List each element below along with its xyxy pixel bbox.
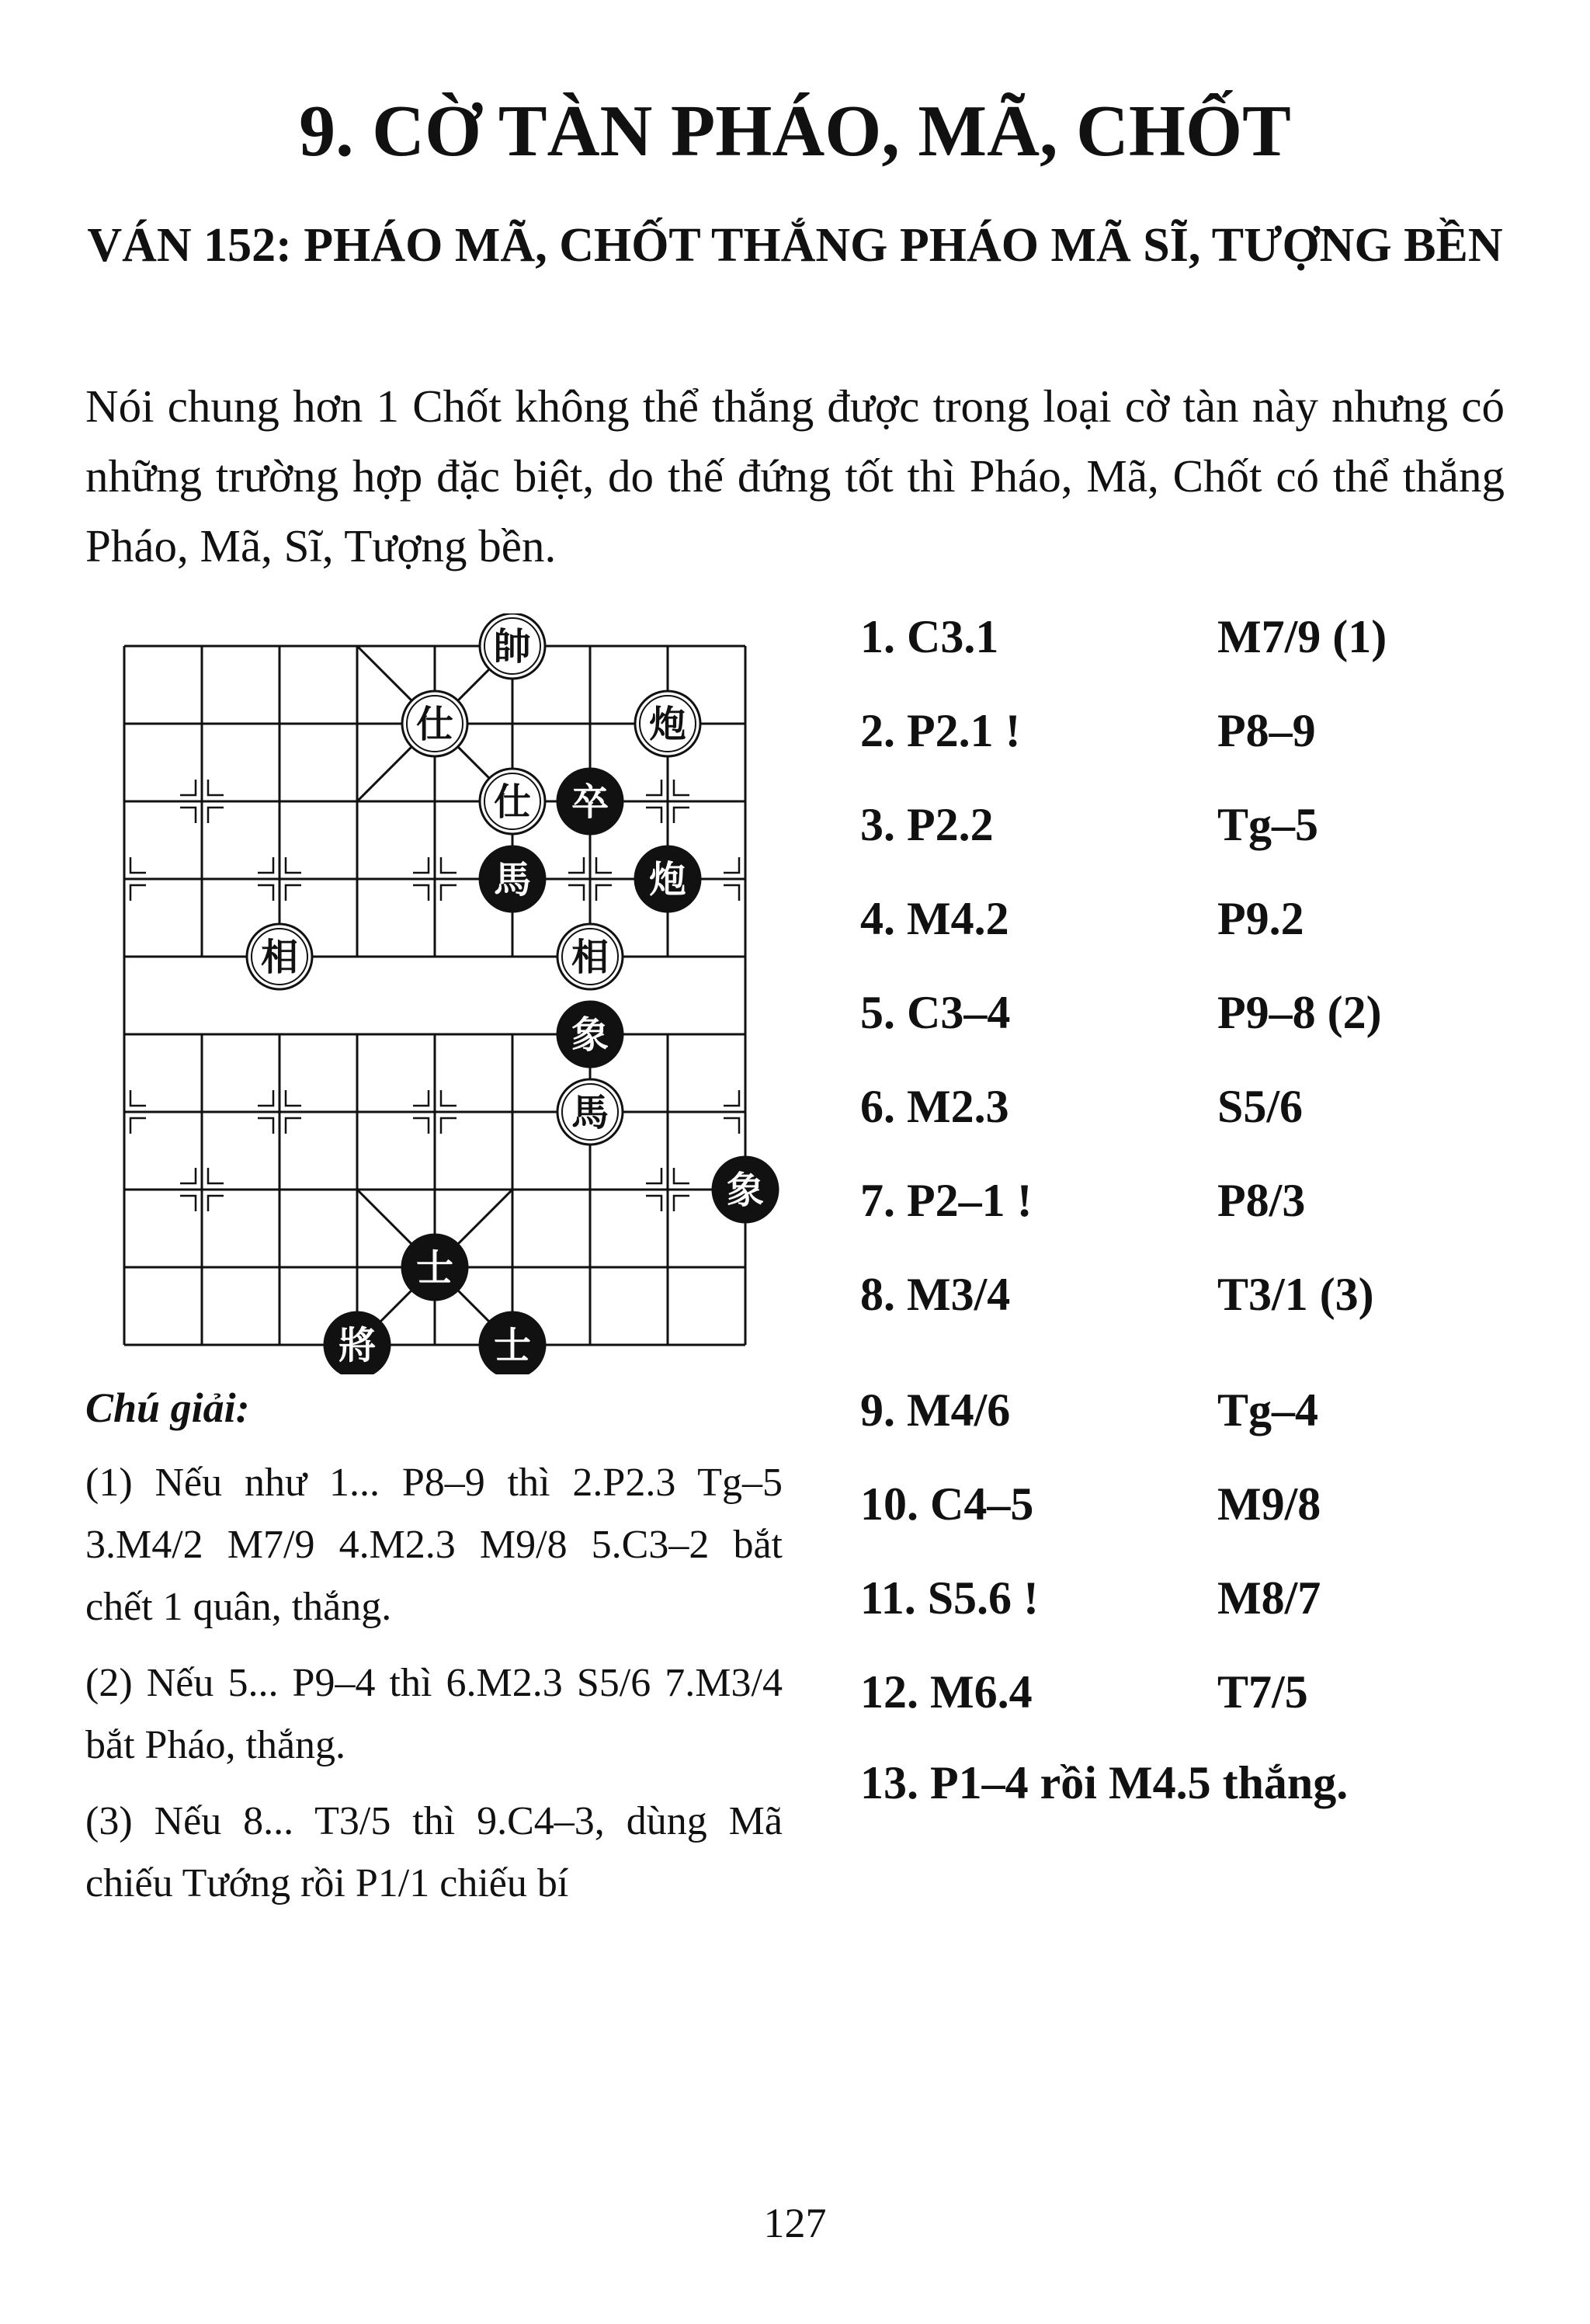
black-move: Tg–4 [1217,1384,1319,1436]
red-elephant-1-glyph: 相 [260,936,299,979]
position-marker [646,1168,661,1183]
move-row [860,1379,1512,1441]
move-row [860,888,1512,950]
white-move: 5. C3–4 [860,987,1011,1038]
black-cannon-glyph: 炮 [648,858,687,901]
section-title: VÁN 152: PHÁO MÃ, CHỐT THẮNG PHÁO MÃ SĨ, TƯỢNG BỀN [87,219,1503,272]
move-row [860,1169,1512,1231]
black-move: Tg–5 [1217,799,1319,850]
position-marker [208,1168,224,1183]
final-move: 13. P1–4 rồi M4.5 thắng. [860,1757,1349,1808]
position-marker [646,808,661,823]
white-move: 4. M4.2 [860,893,1009,944]
position-marker [208,808,224,823]
red-advisor-2-glyph: 仕 [493,780,532,824]
board-diagram [101,613,815,1374]
move-row [860,1075,1512,1138]
page-number: 127 [763,2200,827,2246]
position-marker [208,780,224,795]
position-marker [258,857,273,873]
white-move: 11. S5.6 ! [860,1572,1040,1624]
position-marker [180,780,196,795]
move-row [860,1567,1512,1629]
black-move: P9.2 [1217,893,1304,944]
move-row [860,981,1512,1044]
white-move: 1. C3.1 [860,611,999,662]
move-row [860,700,1512,762]
move-row [860,1473,1512,1535]
black-move: P8–9 [1217,705,1316,756]
position-marker [258,885,273,901]
white-move: 3. P2.2 [860,799,994,850]
white-move: 8. M3/4 [860,1269,1011,1320]
position-marker [674,780,689,795]
red-elephant-2-glyph: 相 [571,936,609,979]
white-move: 12. M6.4 [860,1666,1033,1718]
position-marker [674,1196,689,1211]
black-move: M7/9 (1) [1217,611,1387,662]
notes-title: Chú giải: [85,1384,250,1431]
position-marker [441,885,457,901]
position-marker [724,885,739,901]
position-marker [568,885,584,901]
chapter-title: 9. CỜ TÀN PHÁO, MÃ, CHỐT [299,91,1291,172]
position-marker [413,1118,429,1134]
position-marker [130,1090,146,1106]
white-move: 2. P2.1 ! [860,705,1021,756]
position-marker [130,1118,146,1134]
white-move: 6. M2.3 [860,1081,1009,1132]
position-marker [724,1118,739,1134]
position-marker [413,857,429,873]
position-marker [646,780,661,795]
position-marker [674,1168,689,1183]
position-marker [286,1090,301,1106]
move-row [860,794,1512,856]
position-marker [286,1118,301,1134]
black-horse-glyph: 馬 [493,858,532,901]
black-move: T7/5 [1217,1666,1308,1718]
position-marker [568,857,584,873]
black-move: P8/3 [1217,1175,1306,1226]
black-elephant-1-glyph: 象 [571,1013,609,1057]
move-row [860,1263,1512,1325]
red-horse-glyph: 馬 [571,1091,609,1134]
position-marker [724,857,739,873]
position-marker [130,885,146,901]
intro-paragraph: Nói chung hơn 1 Chốt không thể thắng được trong loại cờ tàn này nhưng có những trường hợp đặc biệt, do thế đứng tốt thì Pháo, Mã, Chốt có thể thắng Pháo, Mã, Sĩ, Tượng bền. [85,380,1505,571]
black-move: S5/6 [1217,1081,1304,1132]
position-marker [286,885,301,901]
position-marker [180,808,196,823]
position-marker [596,885,612,901]
position-marker [441,857,457,873]
move-row [860,1661,1512,1723]
position-marker [208,1196,224,1211]
position-marker [724,1090,739,1106]
position-marker [441,1118,457,1134]
position-marker [441,1090,457,1106]
white-move: 7. P2–1 ! [860,1175,1033,1226]
notes [85,1452,783,1929]
white-move: 10. C4–5 [860,1478,1034,1530]
black-move: M8/7 [1217,1572,1321,1624]
xiangqi-board [101,613,815,1374]
black-move: M9/8 [1217,1478,1321,1530]
position-marker [180,1196,196,1211]
black-advisor-2-glyph: 士 [493,1324,532,1367]
position-marker [130,857,146,873]
position-marker [286,857,301,873]
position-marker [258,1118,273,1134]
black-move: T3/1 (3) [1217,1269,1374,1320]
red-advisor-1-glyph: 仕 [415,703,454,746]
position-marker [413,1090,429,1106]
move-row [860,606,1512,668]
black-move: P9–8 (2) [1217,987,1382,1038]
position-marker [413,885,429,901]
black-elephant-2-glyph: 象 [726,1169,765,1212]
position-marker [646,1196,661,1211]
red-general-glyph: 帥 [493,625,532,669]
red-cannon-glyph: 炮 [648,703,687,746]
position-marker [258,1090,273,1106]
position-marker [674,808,689,823]
black-advisor-1-glyph: 士 [415,1246,454,1290]
position-marker [596,857,612,873]
position-marker [180,1168,196,1183]
black-soldier-glyph: 卒 [571,780,609,824]
note-1: (1) Nếu như 1... P8–9 thì 2.P2.3 Tg–5 3.M4/2 M7/9 4.M2.3 M9/8 5.C3–2 bắt chết 1 quân, thắng. [85,1461,783,1629]
note-2: (2) Nếu 5... P9–4 thì 6.M2.3 S5/6 7.M3/4 bắt Pháo, thắng. [85,1661,783,1767]
note-3: (3) Nếu 8... T3/5 thì 9.C4–3, dùng Mã chiếu Tướng rồi P1/1 chiếu bí [85,1799,783,1905]
black-general-glyph: 將 [338,1324,377,1367]
white-move: 9. M4/6 [860,1384,1011,1436]
